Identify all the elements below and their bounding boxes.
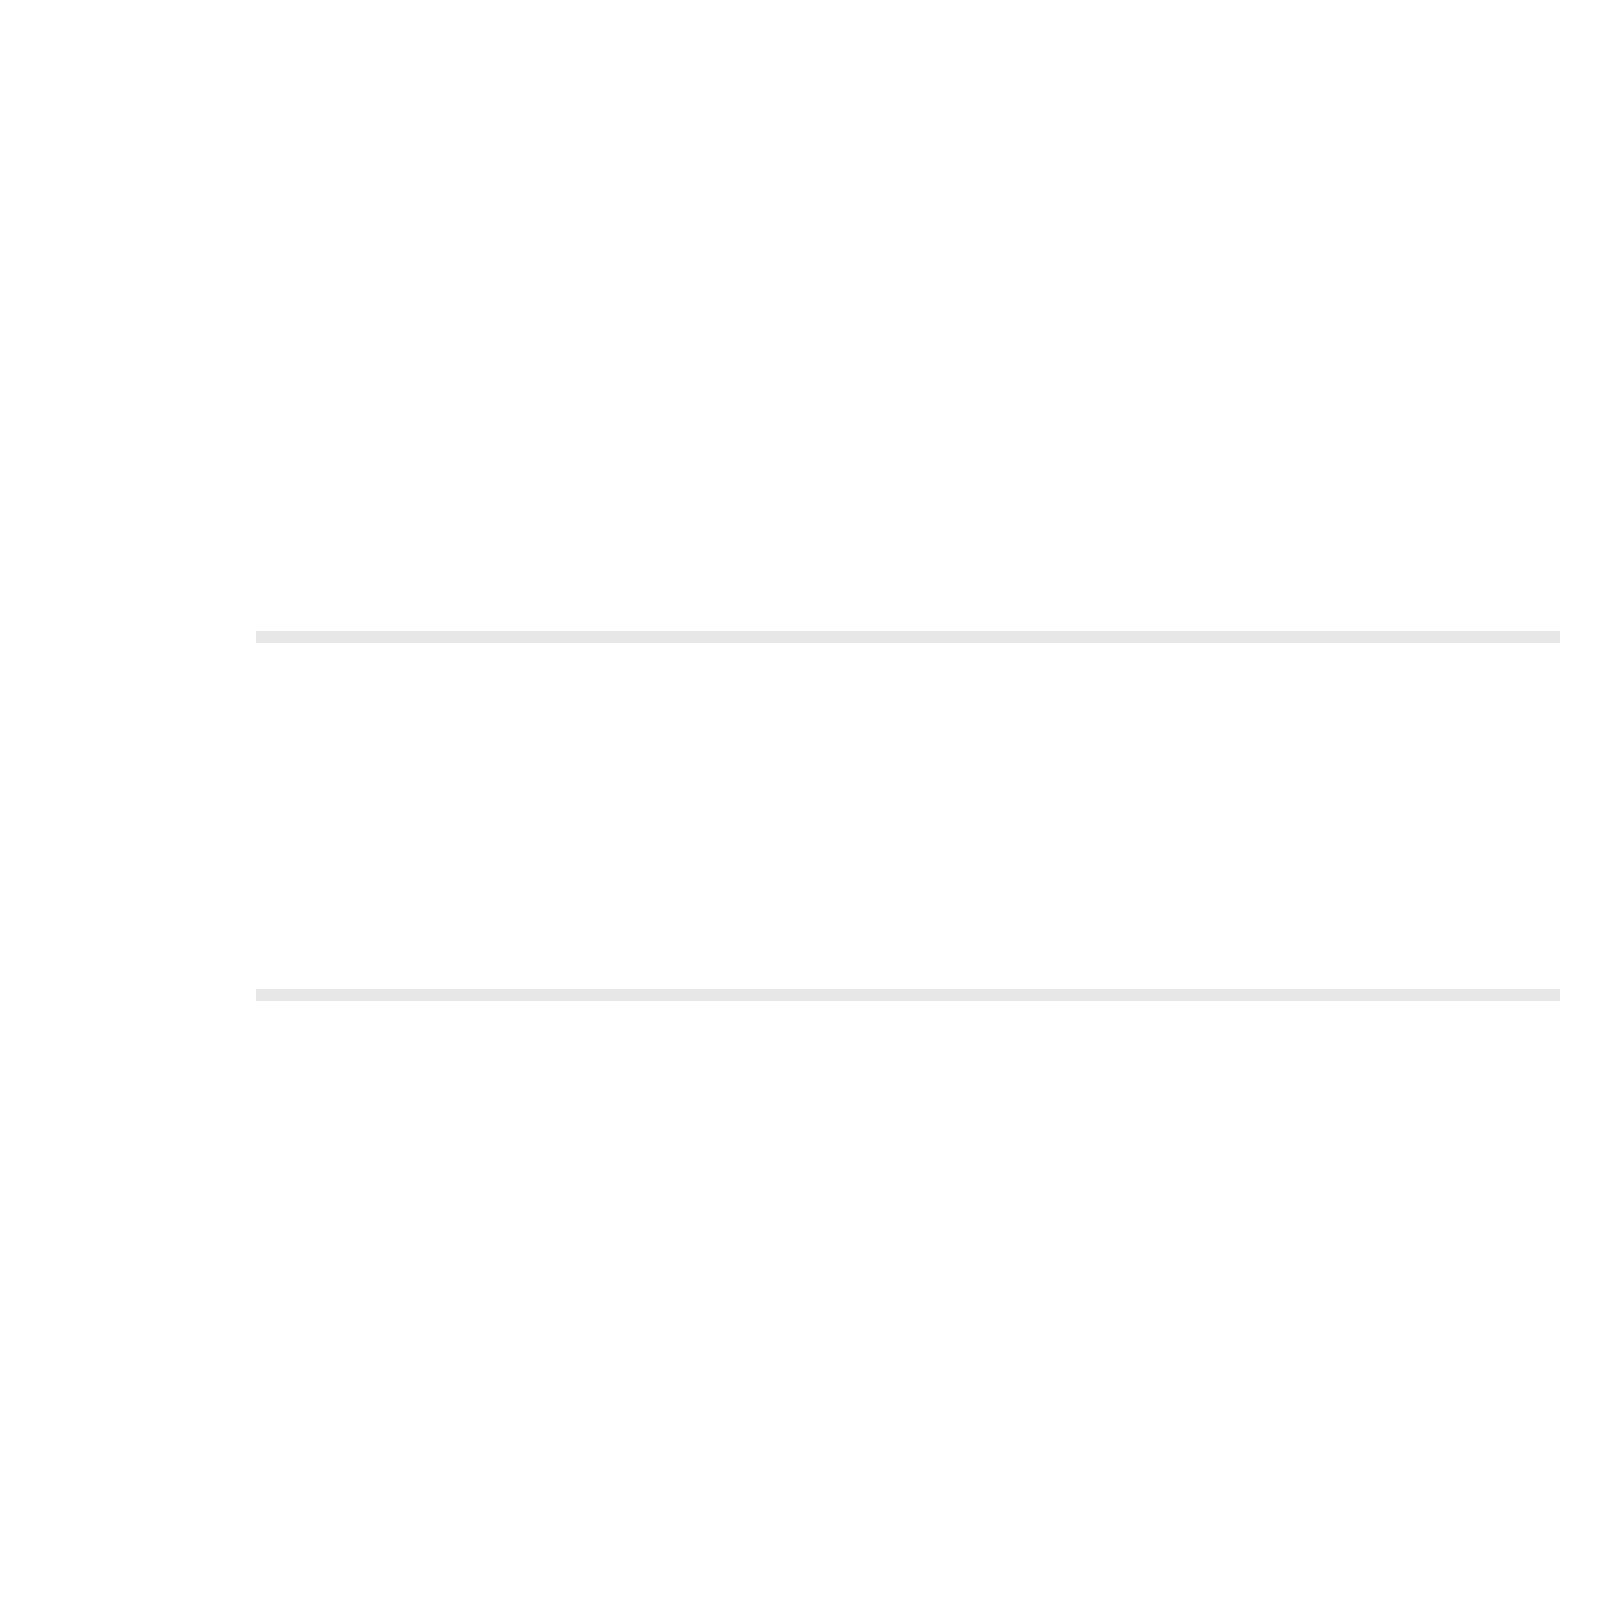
tech-section-header: [256, 631, 1560, 643]
features-section: [128, 1001, 1432, 1562]
microphone-comparison-table: [128, 0, 1432, 1562]
features-section-header: [256, 989, 1560, 1001]
tech-section: [128, 643, 1432, 981]
overview-section: [128, 0, 1432, 623]
